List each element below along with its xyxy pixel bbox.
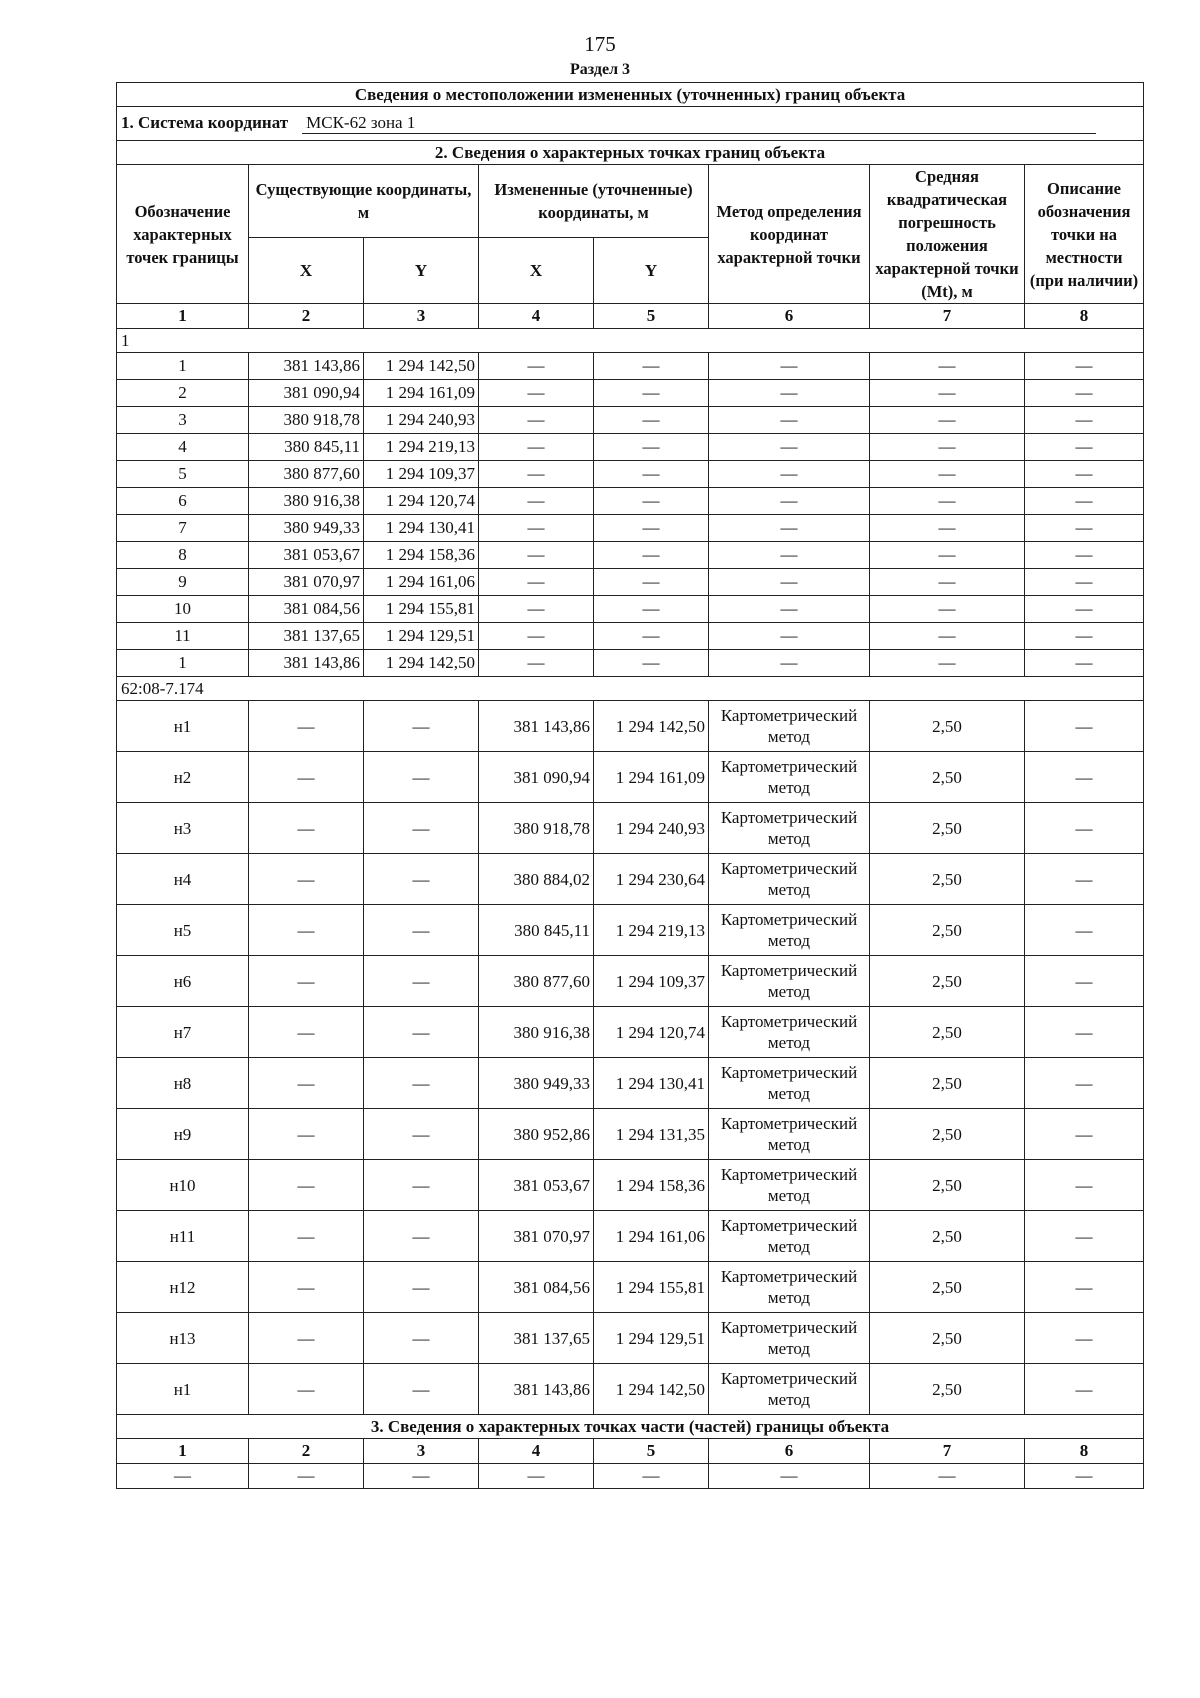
cell-existing-x: 380 845,11 (249, 434, 364, 461)
cell-changed-y: 1 294 109,37 (594, 956, 709, 1007)
cell-mean-error: — (870, 542, 1025, 569)
cell-existing-y: — (364, 1109, 479, 1160)
table-row (117, 1109, 1144, 1160)
cell-existing-y: — (364, 1160, 479, 1211)
cell-changed-x: — (479, 623, 594, 650)
table-row (117, 701, 1144, 752)
part2-title: 2. Сведения о характерных точках границ объекта (117, 141, 1144, 165)
cell-changed-y: 1 294 142,50 (594, 1364, 709, 1415)
cell-method: — (709, 407, 870, 434)
cell-changed-x: 381 070,97 (479, 1211, 594, 1262)
cell-mean-error: — (870, 461, 1025, 488)
cell-point-id: н5 (117, 905, 249, 956)
cell-method: Картометрический метод (709, 1160, 870, 1211)
header-existing-y: Y (364, 238, 479, 304)
cell-changed-y: — (594, 515, 709, 542)
cell-description: — (1025, 380, 1144, 407)
cell-changed-x: 380 845,11 (479, 905, 594, 956)
cell-point-id: 7 (117, 515, 249, 542)
cell-method: Картометрический метод (709, 1007, 870, 1058)
cell-changed-y: 1 294 240,93 (594, 803, 709, 854)
cell-changed-y: 1 294 142,50 (594, 701, 709, 752)
column-number: 6 (709, 304, 870, 329)
header-existing-x: X (249, 238, 364, 304)
cell-existing-y: — (364, 1364, 479, 1415)
cell-existing-x: — (249, 803, 364, 854)
cell-existing-y: — (364, 956, 479, 1007)
group-label: 62:08-7.174 (117, 677, 1144, 701)
part3-title: 3. Сведения о характерных точках части (частей) границы объекта (117, 1415, 1144, 1439)
column-number: 4 (479, 304, 594, 329)
cell-existing-y: 1 294 142,50 (364, 650, 479, 677)
cell-mean-error: — (870, 515, 1025, 542)
cell-description: — (1025, 1364, 1144, 1415)
cell-description: — (1025, 1262, 1144, 1313)
cell-description: — (1025, 488, 1144, 515)
cell-existing-y: 1 294 120,74 (364, 488, 479, 515)
cell-changed-y: 1 294 129,51 (594, 1313, 709, 1364)
cell-changed-x: 380 877,60 (479, 956, 594, 1007)
cell-mean-error: — (870, 407, 1025, 434)
group-label: 1 (117, 329, 1144, 353)
cell-point-id: н8 (117, 1058, 249, 1109)
cell-changed-x: — (479, 596, 594, 623)
cell-existing-x: — (249, 1313, 364, 1364)
cell-point-id: 2 (117, 380, 249, 407)
table-row (117, 1007, 1144, 1058)
cell-existing-y: — (364, 752, 479, 803)
cell-mean-error: 2,50 (870, 701, 1025, 752)
cell-existing-y: — (364, 1262, 479, 1313)
cell-description: — (1025, 353, 1144, 380)
column-number: 3 (364, 1439, 479, 1464)
column-number: 6 (709, 1439, 870, 1464)
cell-point-id: н10 (117, 1160, 249, 1211)
cell-method: — (709, 623, 870, 650)
header-method: Метод определения координат характерной точки (709, 165, 870, 304)
cell-existing-y: 1 294 109,37 (364, 461, 479, 488)
cell-method: — (709, 380, 870, 407)
cell-changed-x: 380 916,38 (479, 1007, 594, 1058)
cell-description: — (1025, 1109, 1144, 1160)
cell-changed-y: 1 294 161,09 (594, 752, 709, 803)
cell-existing-x: 381 084,56 (249, 596, 364, 623)
cell-existing-x: — (249, 1364, 364, 1415)
cell-existing-x: — (249, 1109, 364, 1160)
cell-changed-x: — (479, 353, 594, 380)
cell-description: — (1025, 854, 1144, 905)
cell-existing-y: — (364, 1058, 479, 1109)
cell-existing-y: 1 294 155,81 (364, 596, 479, 623)
cell-existing-y: — (364, 905, 479, 956)
column-number: 8 (1025, 1439, 1144, 1464)
cell-existing-y: 1 294 130,41 (364, 515, 479, 542)
cell-existing-y: 1 294 129,51 (364, 623, 479, 650)
cell-mean-error: 2,50 (870, 1007, 1025, 1058)
cell-empty: — (709, 1464, 870, 1489)
table-row (117, 905, 1144, 956)
cell-method: Картометрический метод (709, 905, 870, 956)
cell-existing-y: — (364, 803, 479, 854)
table-row (117, 407, 1144, 434)
cell-method: — (709, 353, 870, 380)
cell-mean-error: 2,50 (870, 752, 1025, 803)
table-row (117, 650, 1144, 677)
cell-mean-error: — (870, 380, 1025, 407)
cell-point-id: 1 (117, 650, 249, 677)
cell-existing-x: — (249, 752, 364, 803)
cell-existing-x: — (249, 1262, 364, 1313)
cell-description: — (1025, 1211, 1144, 1262)
cell-changed-y: 1 294 131,35 (594, 1109, 709, 1160)
cell-existing-x: 381 070,97 (249, 569, 364, 596)
cell-changed-x: 380 884,02 (479, 854, 594, 905)
cell-existing-x: — (249, 1007, 364, 1058)
column-number: 1 (117, 1439, 249, 1464)
cell-changed-x: 381 143,86 (479, 701, 594, 752)
boundary-table (116, 82, 1144, 1489)
header-error: Средняя квадратическая погрешность положения характерной точки (Mt), м (870, 165, 1025, 304)
cell-changed-y: — (594, 542, 709, 569)
cell-existing-y: — (364, 854, 479, 905)
cell-changed-y: — (594, 380, 709, 407)
cell-changed-x: — (479, 407, 594, 434)
cell-changed-x: — (479, 542, 594, 569)
section-label: Раздел 3 (569, 61, 631, 78)
cell-mean-error: — (870, 569, 1025, 596)
cell-changed-y: — (594, 569, 709, 596)
cell-changed-y: 1 294 230,64 (594, 854, 709, 905)
cell-mean-error: 2,50 (870, 905, 1025, 956)
cell-changed-x: 381 143,86 (479, 1364, 594, 1415)
cell-changed-x: — (479, 380, 594, 407)
cell-changed-y: 1 294 130,41 (594, 1058, 709, 1109)
cell-existing-x: — (249, 854, 364, 905)
cell-changed-x: — (479, 569, 594, 596)
cell-method: Картометрический метод (709, 1109, 870, 1160)
table-row (117, 803, 1144, 854)
cell-mean-error: — (870, 650, 1025, 677)
cell-point-id: н2 (117, 752, 249, 803)
cell-method: Картометрический метод (709, 1262, 870, 1313)
table-row (117, 956, 1144, 1007)
cell-point-id: 10 (117, 596, 249, 623)
cell-method: Картометрический метод (709, 701, 870, 752)
table-row (117, 434, 1144, 461)
column-number: 1 (117, 304, 249, 329)
cell-description: — (1025, 569, 1144, 596)
cell-description: — (1025, 1313, 1144, 1364)
cell-description: — (1025, 542, 1144, 569)
document-title: Сведения о местоположении измененных (уточненных) границ объекта (117, 83, 1144, 107)
coordinate-system-value: МСК-62 зона 1 (302, 113, 1096, 134)
cell-changed-y: — (594, 488, 709, 515)
cell-point-id: н13 (117, 1313, 249, 1364)
cell-changed-y: — (594, 650, 709, 677)
cell-empty: — (249, 1464, 364, 1489)
cell-existing-x: 381 143,86 (249, 650, 364, 677)
cell-changed-x: 381 053,67 (479, 1160, 594, 1211)
column-number: 5 (594, 304, 709, 329)
cell-method: Картометрический метод (709, 854, 870, 905)
cell-point-id: н11 (117, 1211, 249, 1262)
cell-existing-x: — (249, 1160, 364, 1211)
cell-changed-x: — (479, 515, 594, 542)
cell-existing-y: 1 294 161,09 (364, 380, 479, 407)
table-row (117, 1364, 1144, 1415)
cell-mean-error: — (870, 623, 1025, 650)
cell-point-id: 8 (117, 542, 249, 569)
cell-changed-x: 380 918,78 (479, 803, 594, 854)
cell-existing-y: 1 294 219,13 (364, 434, 479, 461)
table-row (117, 623, 1144, 650)
cell-mean-error: 2,50 (870, 1109, 1025, 1160)
cell-existing-x: 380 949,33 (249, 515, 364, 542)
cell-mean-error: 2,50 (870, 1262, 1025, 1313)
coordinate-system-label: 1. Система координат (121, 113, 289, 132)
cell-existing-y: 1 294 240,93 (364, 407, 479, 434)
cell-changed-y: 1 294 219,13 (594, 905, 709, 956)
cell-changed-y: — (594, 353, 709, 380)
cell-mean-error: — (870, 488, 1025, 515)
header-changed-x: X (479, 238, 594, 304)
cell-empty: — (1025, 1464, 1144, 1489)
cell-point-id: н7 (117, 1007, 249, 1058)
cell-existing-x: — (249, 956, 364, 1007)
column-number: 7 (870, 1439, 1025, 1464)
cell-existing-y: — (364, 1211, 479, 1262)
cell-changed-y: — (594, 623, 709, 650)
cell-existing-x: — (249, 1058, 364, 1109)
column-number: 3 (364, 304, 479, 329)
cell-point-id: 9 (117, 569, 249, 596)
cell-description: — (1025, 515, 1144, 542)
table-row (117, 854, 1144, 905)
cell-changed-y: 1 294 158,36 (594, 1160, 709, 1211)
cell-mean-error: 2,50 (870, 803, 1025, 854)
cell-method: Картометрический метод (709, 1058, 870, 1109)
cell-point-id: н4 (117, 854, 249, 905)
cell-point-id: н9 (117, 1109, 249, 1160)
table-row (117, 1464, 1144, 1489)
cell-mean-error: 2,50 (870, 854, 1025, 905)
header-existing-coordinates: Существующие координаты, м (249, 165, 479, 238)
cell-changed-x: 381 084,56 (479, 1262, 594, 1313)
cell-method: — (709, 515, 870, 542)
cell-mean-error: 2,50 (870, 1058, 1025, 1109)
table-row (117, 752, 1144, 803)
cell-mean-error: 2,50 (870, 1313, 1025, 1364)
cell-empty: — (479, 1464, 594, 1489)
cell-existing-x: — (249, 701, 364, 752)
cell-description: — (1025, 434, 1144, 461)
table-row (117, 1160, 1144, 1211)
column-number: 7 (870, 304, 1025, 329)
cell-point-id: 1 (117, 353, 249, 380)
cell-existing-x: 381 090,94 (249, 380, 364, 407)
column-number: 2 (249, 1439, 364, 1464)
table-row (117, 515, 1144, 542)
cell-existing-x: 380 877,60 (249, 461, 364, 488)
cell-method: Картометрический метод (709, 1211, 870, 1262)
cell-description: — (1025, 407, 1144, 434)
header-changed-y: Y (594, 238, 709, 304)
cell-changed-x: 381 090,94 (479, 752, 594, 803)
cell-changed-y: 1 294 161,06 (594, 1211, 709, 1262)
cell-existing-x: — (249, 905, 364, 956)
cell-changed-x: — (479, 488, 594, 515)
cell-point-id: 5 (117, 461, 249, 488)
cell-point-id: 11 (117, 623, 249, 650)
cell-point-id: н3 (117, 803, 249, 854)
cell-mean-error: 2,50 (870, 956, 1025, 1007)
cell-mean-error: — (870, 596, 1025, 623)
cell-existing-x: 381 143,86 (249, 353, 364, 380)
table-row (117, 1262, 1144, 1313)
cell-changed-x: — (479, 650, 594, 677)
cell-point-id: 6 (117, 488, 249, 515)
cell-point-id: 4 (117, 434, 249, 461)
cell-method: — (709, 569, 870, 596)
cell-description: — (1025, 905, 1144, 956)
cell-method: — (709, 434, 870, 461)
cell-description: — (1025, 623, 1144, 650)
cell-changed-x: 380 952,86 (479, 1109, 594, 1160)
cell-existing-y: — (364, 1313, 479, 1364)
cell-changed-x: — (479, 434, 594, 461)
cell-existing-x: 381 137,65 (249, 623, 364, 650)
cell-point-id: н1 (117, 701, 249, 752)
column-number: 4 (479, 1439, 594, 1464)
cell-existing-y: 1 294 158,36 (364, 542, 479, 569)
cell-empty: — (594, 1464, 709, 1489)
column-number: 8 (1025, 304, 1144, 329)
cell-point-id: 3 (117, 407, 249, 434)
cell-existing-y: — (364, 1007, 479, 1058)
cell-changed-x: — (479, 461, 594, 488)
cell-method: — (709, 596, 870, 623)
table-row (117, 1058, 1144, 1109)
table-row (117, 569, 1144, 596)
cell-mean-error: — (870, 353, 1025, 380)
table-row (117, 353, 1144, 380)
cell-changed-y: 1 294 120,74 (594, 1007, 709, 1058)
cell-changed-y: — (594, 596, 709, 623)
cell-mean-error: 2,50 (870, 1364, 1025, 1415)
cell-changed-y: — (594, 407, 709, 434)
cell-description: — (1025, 1007, 1144, 1058)
table-row (117, 1211, 1144, 1262)
cell-description: — (1025, 956, 1144, 1007)
cell-method: — (709, 650, 870, 677)
cell-method: Картометрический метод (709, 1313, 870, 1364)
header-point-designation: Обозначение характерных точек границы (117, 165, 249, 304)
cell-existing-y: 1 294 161,06 (364, 569, 479, 596)
cell-point-id: н6 (117, 956, 249, 1007)
cell-empty: — (870, 1464, 1025, 1489)
cell-description: — (1025, 1160, 1144, 1211)
cell-method: — (709, 461, 870, 488)
cell-changed-y: — (594, 461, 709, 488)
cell-changed-y: 1 294 155,81 (594, 1262, 709, 1313)
cell-method: — (709, 542, 870, 569)
table-row (117, 1313, 1144, 1364)
cell-changed-y: — (594, 434, 709, 461)
table-row (117, 542, 1144, 569)
table-row (117, 461, 1144, 488)
cell-existing-x: — (249, 1211, 364, 1262)
table-row (117, 596, 1144, 623)
cell-empty: — (364, 1464, 479, 1489)
cell-changed-x: 381 137,65 (479, 1313, 594, 1364)
cell-description: — (1025, 461, 1144, 488)
table-row (117, 380, 1144, 407)
cell-existing-y: — (364, 701, 479, 752)
header-description: Описание обозначения точки на местности (при наличии) (1025, 165, 1144, 304)
cell-mean-error: — (870, 434, 1025, 461)
table-row (117, 488, 1144, 515)
cell-description: — (1025, 650, 1144, 677)
cell-point-id: н1 (117, 1364, 249, 1415)
cell-description: — (1025, 701, 1144, 752)
cell-empty: — (117, 1464, 249, 1489)
cell-description: — (1025, 596, 1144, 623)
cell-method: Картометрический метод (709, 803, 870, 854)
coordinate-system-row (117, 107, 1144, 141)
cell-description: — (1025, 803, 1144, 854)
column-number: 5 (594, 1439, 709, 1464)
header-changed-coordinates: Измененные (уточненные) координаты, м (479, 165, 709, 238)
page-number: 175 (584, 32, 616, 56)
cell-mean-error: 2,50 (870, 1211, 1025, 1262)
cell-changed-x: 380 949,33 (479, 1058, 594, 1109)
cell-description: — (1025, 1058, 1144, 1109)
cell-existing-x: 380 916,38 (249, 488, 364, 515)
cell-method: — (709, 488, 870, 515)
column-number: 2 (249, 304, 364, 329)
cell-method: Картометрический метод (709, 752, 870, 803)
cell-method: Картометрический метод (709, 1364, 870, 1415)
cell-point-id: н12 (117, 1262, 249, 1313)
cell-method: Картометрический метод (709, 956, 870, 1007)
cell-description: — (1025, 752, 1144, 803)
cell-existing-y: 1 294 142,50 (364, 353, 479, 380)
cell-mean-error: 2,50 (870, 1160, 1025, 1211)
cell-existing-x: 380 918,78 (249, 407, 364, 434)
cell-existing-x: 381 053,67 (249, 542, 364, 569)
